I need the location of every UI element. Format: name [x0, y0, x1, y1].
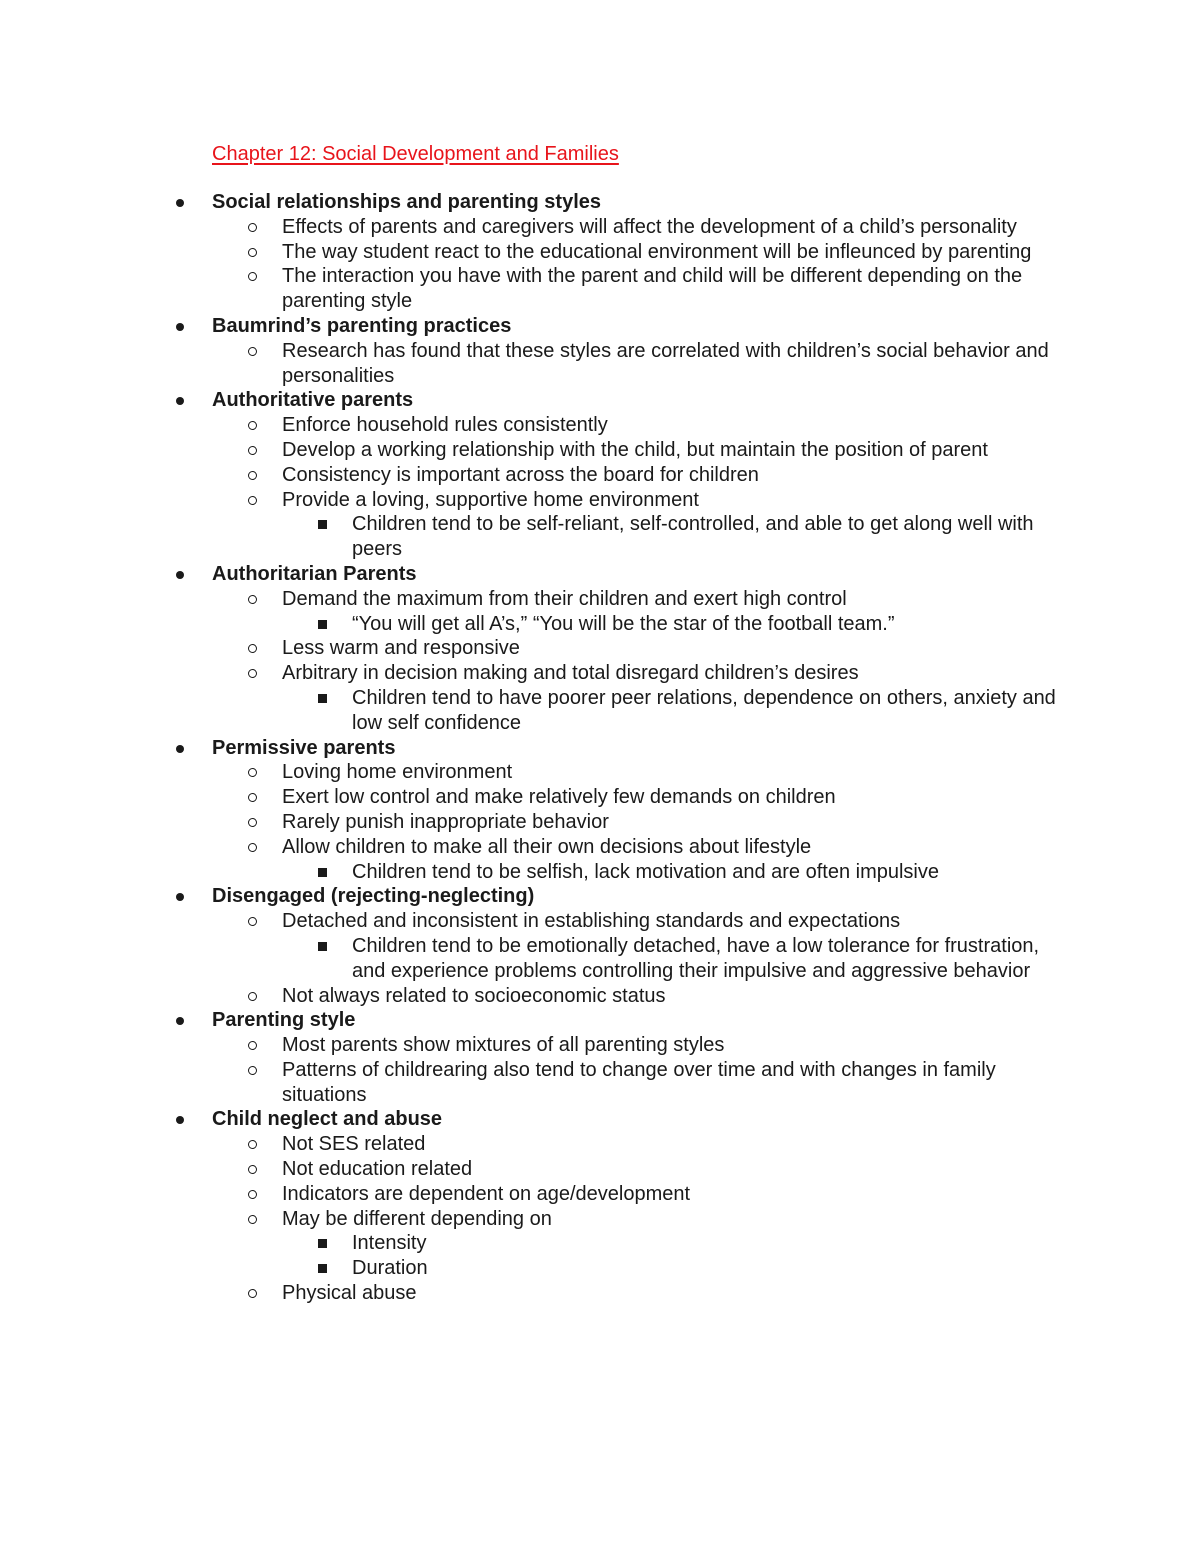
list-item-row	[0, 240, 1062, 265]
sub-list-item-row	[0, 860, 1062, 885]
section-item	[0, 562, 1200, 736]
hollow-circle-bullet-icon	[248, 818, 257, 827]
list-item	[0, 661, 1200, 735]
sub-sub-list	[0, 860, 1200, 885]
hollow-circle-bullet-icon	[248, 1041, 257, 1050]
list-item-row	[0, 587, 1062, 612]
list-item-row	[0, 1132, 1062, 1157]
hollow-circle-bullet-icon	[248, 669, 257, 678]
sub-list-item-text: Children tend to be selfish, lack motivation and are often impulsive	[352, 860, 939, 883]
list-item-text: Develop a working relationship with the child, but maintain the position of parent	[282, 438, 988, 461]
sub-list-item	[0, 1231, 1200, 1256]
section-heading: Baumrind’s parenting practices	[212, 314, 512, 337]
square-bullet-icon	[318, 694, 327, 703]
sub-list-item-text: Children tend to have poorer peer relations, dependence on others, anxiety and low self confidence	[352, 686, 1056, 734]
list-item	[0, 463, 1200, 488]
section-heading-row	[0, 1107, 1052, 1132]
sub-list-item	[0, 686, 1200, 736]
section-heading: Permissive parents	[212, 736, 396, 759]
list-item-text: Detached and inconsistent in establishing standards and expectations	[282, 910, 901, 933]
section-item	[0, 314, 1200, 388]
list-item-row	[0, 835, 1062, 860]
outline-list	[0, 190, 1200, 1306]
list-item	[0, 264, 1200, 314]
list-item-text: The way student react to the educational environment will be infleunced by parenting	[282, 240, 1032, 263]
list-item-text: Rarely punish inappropriate behavior	[282, 810, 609, 833]
list-item-text: Demand the maximum from their children and exert high control	[282, 587, 847, 610]
sub-list-item	[0, 1256, 1200, 1281]
list-item	[0, 1033, 1200, 1058]
sub-list-item-text: “You will get all A’s,” “You will be the star of the football team.”	[352, 612, 895, 635]
section-heading: Child neglect and abuse	[212, 1108, 443, 1131]
hollow-circle-bullet-icon	[248, 793, 257, 802]
sub-list	[0, 909, 1200, 1008]
list-item	[0, 1281, 1200, 1306]
hollow-circle-bullet-icon	[248, 768, 257, 777]
list-item-row	[0, 909, 1062, 934]
list-item-text: Physical abuse	[282, 1282, 417, 1305]
list-item	[0, 413, 1200, 438]
list-item-row	[0, 463, 1062, 488]
list-item-text: Loving home environment	[282, 761, 513, 784]
section-heading-row	[0, 884, 1052, 909]
list-item-text: Most parents show mixtures of all parenting styles	[282, 1034, 725, 1057]
filled-circle-bullet-icon	[176, 571, 184, 579]
list-item	[0, 810, 1200, 835]
sub-list	[0, 1033, 1200, 1107]
list-item-row	[0, 264, 1062, 314]
filled-circle-bullet-icon	[176, 199, 184, 207]
sub-list	[0, 587, 1200, 736]
hollow-circle-bullet-icon	[248, 992, 257, 1001]
sub-list-item-row	[0, 612, 1062, 637]
hollow-circle-bullet-icon	[248, 1165, 257, 1174]
sub-list-item	[0, 934, 1200, 984]
filled-circle-bullet-icon	[176, 745, 184, 753]
section-item	[0, 1107, 1200, 1305]
list-item-row	[0, 438, 1062, 463]
section-heading: Parenting style	[212, 1009, 356, 1032]
list-item-text: Provide a loving, supportive home environment	[282, 488, 699, 511]
section-heading-row	[0, 562, 1052, 587]
list-item-row	[0, 1207, 1062, 1232]
sub-list-item-text: Children tend to be self-reliant, self-controlled, and able to get along well with peers	[352, 513, 1034, 561]
list-item-text: May be different depending on	[282, 1207, 552, 1230]
hollow-circle-bullet-icon	[248, 496, 257, 505]
sub-list-item-row	[0, 512, 1062, 562]
sub-list-item-text: Children tend to be emotionally detached, have a low tolerance for frustration, and experience problems controlling their impulsive and aggressive behavior	[352, 934, 1040, 982]
sub-list-item	[0, 612, 1200, 637]
square-bullet-icon	[318, 620, 327, 629]
list-item	[0, 760, 1200, 785]
list-item-row	[0, 1281, 1062, 1306]
list-item-row	[0, 810, 1062, 835]
sub-sub-list	[0, 512, 1200, 562]
list-item	[0, 240, 1200, 265]
hollow-circle-bullet-icon	[248, 471, 257, 480]
sub-list-item-row	[0, 1231, 1062, 1256]
hollow-circle-bullet-icon	[248, 248, 257, 257]
hollow-circle-bullet-icon	[248, 1066, 257, 1075]
list-item	[0, 488, 1200, 562]
list-item-row	[0, 1033, 1062, 1058]
sub-list	[0, 760, 1200, 884]
hollow-circle-bullet-icon	[248, 917, 257, 926]
list-item	[0, 215, 1200, 240]
list-item-row	[0, 1058, 1062, 1108]
hollow-circle-bullet-icon	[248, 446, 257, 455]
filled-circle-bullet-icon	[176, 893, 184, 901]
list-item-text: Enforce household rules consistently	[282, 414, 608, 437]
list-item	[0, 438, 1200, 463]
list-item-row	[0, 661, 1062, 686]
sub-list-item-text: Intensity	[352, 1232, 427, 1255]
sub-list-item-row	[0, 1256, 1062, 1281]
list-item-text: Effects of parents and caregivers will affect the development of a child’s personality	[282, 215, 1017, 238]
section-heading: Social relationships and parenting styles	[212, 191, 601, 213]
list-item	[0, 1132, 1200, 1157]
section-heading-row	[0, 736, 1052, 761]
sub-list	[0, 413, 1200, 562]
list-item	[0, 587, 1200, 637]
list-item-text: Exert low control and make relatively few demands on children	[282, 786, 836, 809]
list-item-text: Indicators are dependent on age/development	[282, 1182, 691, 1205]
section-item	[0, 1008, 1200, 1107]
hollow-circle-bullet-icon	[248, 1190, 257, 1199]
list-item-row	[0, 413, 1062, 438]
sub-sub-list	[0, 1231, 1200, 1281]
list-item-text: Patterns of childrearing also tend to change over time and with changes in family situations	[282, 1058, 996, 1106]
sub-sub-list	[0, 686, 1200, 736]
sub-list-item	[0, 512, 1200, 562]
page-title: Chapter 12: Social Development and Families	[212, 143, 619, 165]
section-item	[0, 388, 1200, 562]
hollow-circle-bullet-icon	[248, 223, 257, 232]
list-item-text: Consistency is important across the board for children	[282, 463, 759, 486]
hollow-circle-bullet-icon	[248, 843, 257, 852]
list-item	[0, 1058, 1200, 1108]
hollow-circle-bullet-icon	[248, 421, 257, 430]
section-heading-row	[0, 314, 1052, 339]
list-item	[0, 835, 1200, 885]
square-bullet-icon	[318, 520, 327, 529]
section-heading-row	[0, 190, 1052, 215]
section-heading: Disengaged (rejecting-neglecting)	[212, 885, 535, 908]
sub-list-item-row	[0, 934, 1062, 984]
list-item-row	[0, 984, 1062, 1009]
list-item	[0, 1207, 1200, 1281]
sub-list-item-text: Duration	[352, 1257, 428, 1280]
section-heading: Authoritarian Parents	[212, 562, 417, 585]
hollow-circle-bullet-icon	[248, 1140, 257, 1149]
list-item-text: Not always related to socioeconomic status	[282, 984, 666, 1007]
section-item	[0, 736, 1200, 885]
list-item-text: Not SES related	[282, 1133, 426, 1156]
list-item-text: Arbitrary in decision making and total disregard children’s desires	[282, 662, 859, 685]
sub-sub-list	[0, 934, 1200, 984]
hollow-circle-bullet-icon	[248, 1289, 257, 1298]
list-item-row	[0, 760, 1062, 785]
hollow-circle-bullet-icon	[248, 1215, 257, 1224]
list-item	[0, 1157, 1200, 1182]
square-bullet-icon	[318, 1264, 327, 1273]
filled-circle-bullet-icon	[176, 323, 184, 331]
hollow-circle-bullet-icon	[248, 595, 257, 604]
section-item	[0, 884, 1200, 1008]
sub-list	[0, 215, 1200, 314]
sub-list	[0, 339, 1200, 389]
list-item-row	[0, 785, 1062, 810]
list-item-row	[0, 1182, 1062, 1207]
list-item	[0, 339, 1200, 389]
list-item-text: Not education related	[282, 1158, 473, 1181]
list-item	[0, 636, 1200, 661]
list-item-text: Research has found that these styles are correlated with children’s social behavior and personalities	[282, 339, 1049, 387]
hollow-circle-bullet-icon	[248, 644, 257, 653]
sub-sub-list	[0, 612, 1200, 637]
list-item-row	[0, 1157, 1062, 1182]
filled-circle-bullet-icon	[176, 1116, 184, 1124]
filled-circle-bullet-icon	[176, 397, 184, 405]
section-heading: Authoritative parents	[212, 389, 414, 412]
section-heading-row	[0, 1008, 1052, 1033]
list-item-row	[0, 215, 1062, 240]
square-bullet-icon	[318, 942, 327, 951]
list-item-row	[0, 636, 1062, 661]
sub-list-item-row	[0, 686, 1062, 736]
list-item	[0, 785, 1200, 810]
list-item	[0, 984, 1200, 1009]
list-item-row	[0, 488, 1062, 513]
list-item	[0, 1182, 1200, 1207]
square-bullet-icon	[318, 868, 327, 877]
list-item-text: Less warm and responsive	[282, 637, 520, 660]
list-item-row	[0, 339, 1062, 389]
square-bullet-icon	[318, 1239, 327, 1248]
list-item-text: The interaction you have with the parent and child will be different depending on the parenting style	[282, 265, 1023, 313]
sub-list	[0, 1132, 1200, 1306]
hollow-circle-bullet-icon	[248, 347, 257, 356]
list-item-text: Allow children to make all their own decisions about lifestyle	[282, 835, 812, 858]
filled-circle-bullet-icon	[176, 1017, 184, 1025]
section-heading-row	[0, 388, 1052, 413]
sub-list-item	[0, 860, 1200, 885]
hollow-circle-bullet-icon	[248, 272, 257, 281]
section-item	[0, 190, 1200, 314]
list-item	[0, 909, 1200, 983]
